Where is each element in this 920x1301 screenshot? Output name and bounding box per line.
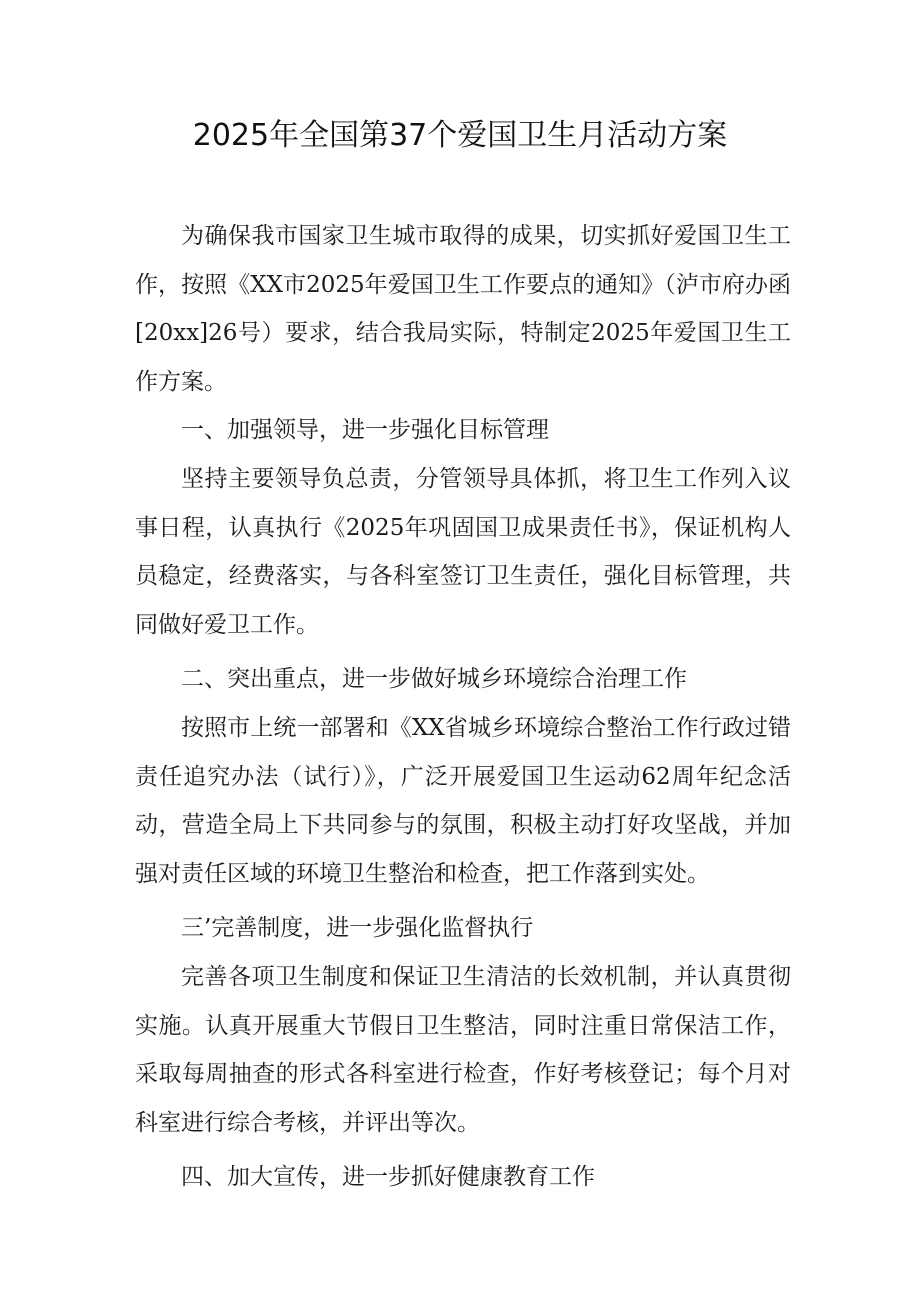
section-3-heading: 三’完善制度，进一步强化监督执行 bbox=[181, 915, 534, 942]
section-2-body: 按照市上统一部署和《XX省城乡环境综合整治工作行政过错责任追究办法（试行）》，广泛开展爱国卫生运动62周年纪念活动，营造全局上下共同参与的氛围，积极主动打好攻坚战，并加强对责任区域的环境卫生整治和检查，把工作落到实处。 bbox=[135, 714, 791, 887]
section-3-body: 完善各项卫生制度和保证卫生清洁的长效机制，并认真贯彻实施。认真开展重大节假日卫生整洁，同时注重日常保洁工作，采取每周抽查的形式各科室进行检查，作好考核登记；每个月对科室进行综合考核，并评出等次。 bbox=[135, 963, 791, 1136]
section-2-heading: 二、突出重点，进一步做好城乡环境综合治理工作 bbox=[181, 666, 687, 693]
document-title: 2025年全国第37个爱国卫生月活动方案 bbox=[192, 118, 728, 153]
section-1-heading: 一、加强领导，进一步强化目标管理 bbox=[181, 417, 549, 444]
section-1-body: 坚持主要领导负总责，分管领导具体抓，将卫生工作列入议事日程，认真执行《2025年巩固国卫成果责任书》，保证机构人员稳定，经费落实，与各科室签订卫生责任，强化目标管理，共同做好爱卫工作。 bbox=[135, 465, 791, 638]
document-body bbox=[135, 212, 791, 1202]
section-4-heading: 四、加大宣传，进一步抓好健康教育工作 bbox=[181, 1164, 595, 1191]
intro-paragraph: 为确保我市国家卫生城市取得的成果，切实抓好爱国卫生工作，按照《XX市2025年爱国卫生工作要点的通知》（泸市府办函[20xx]26号）要求，结合我局实际，特制定2025年爱国卫生工作方案。 bbox=[135, 223, 791, 395]
